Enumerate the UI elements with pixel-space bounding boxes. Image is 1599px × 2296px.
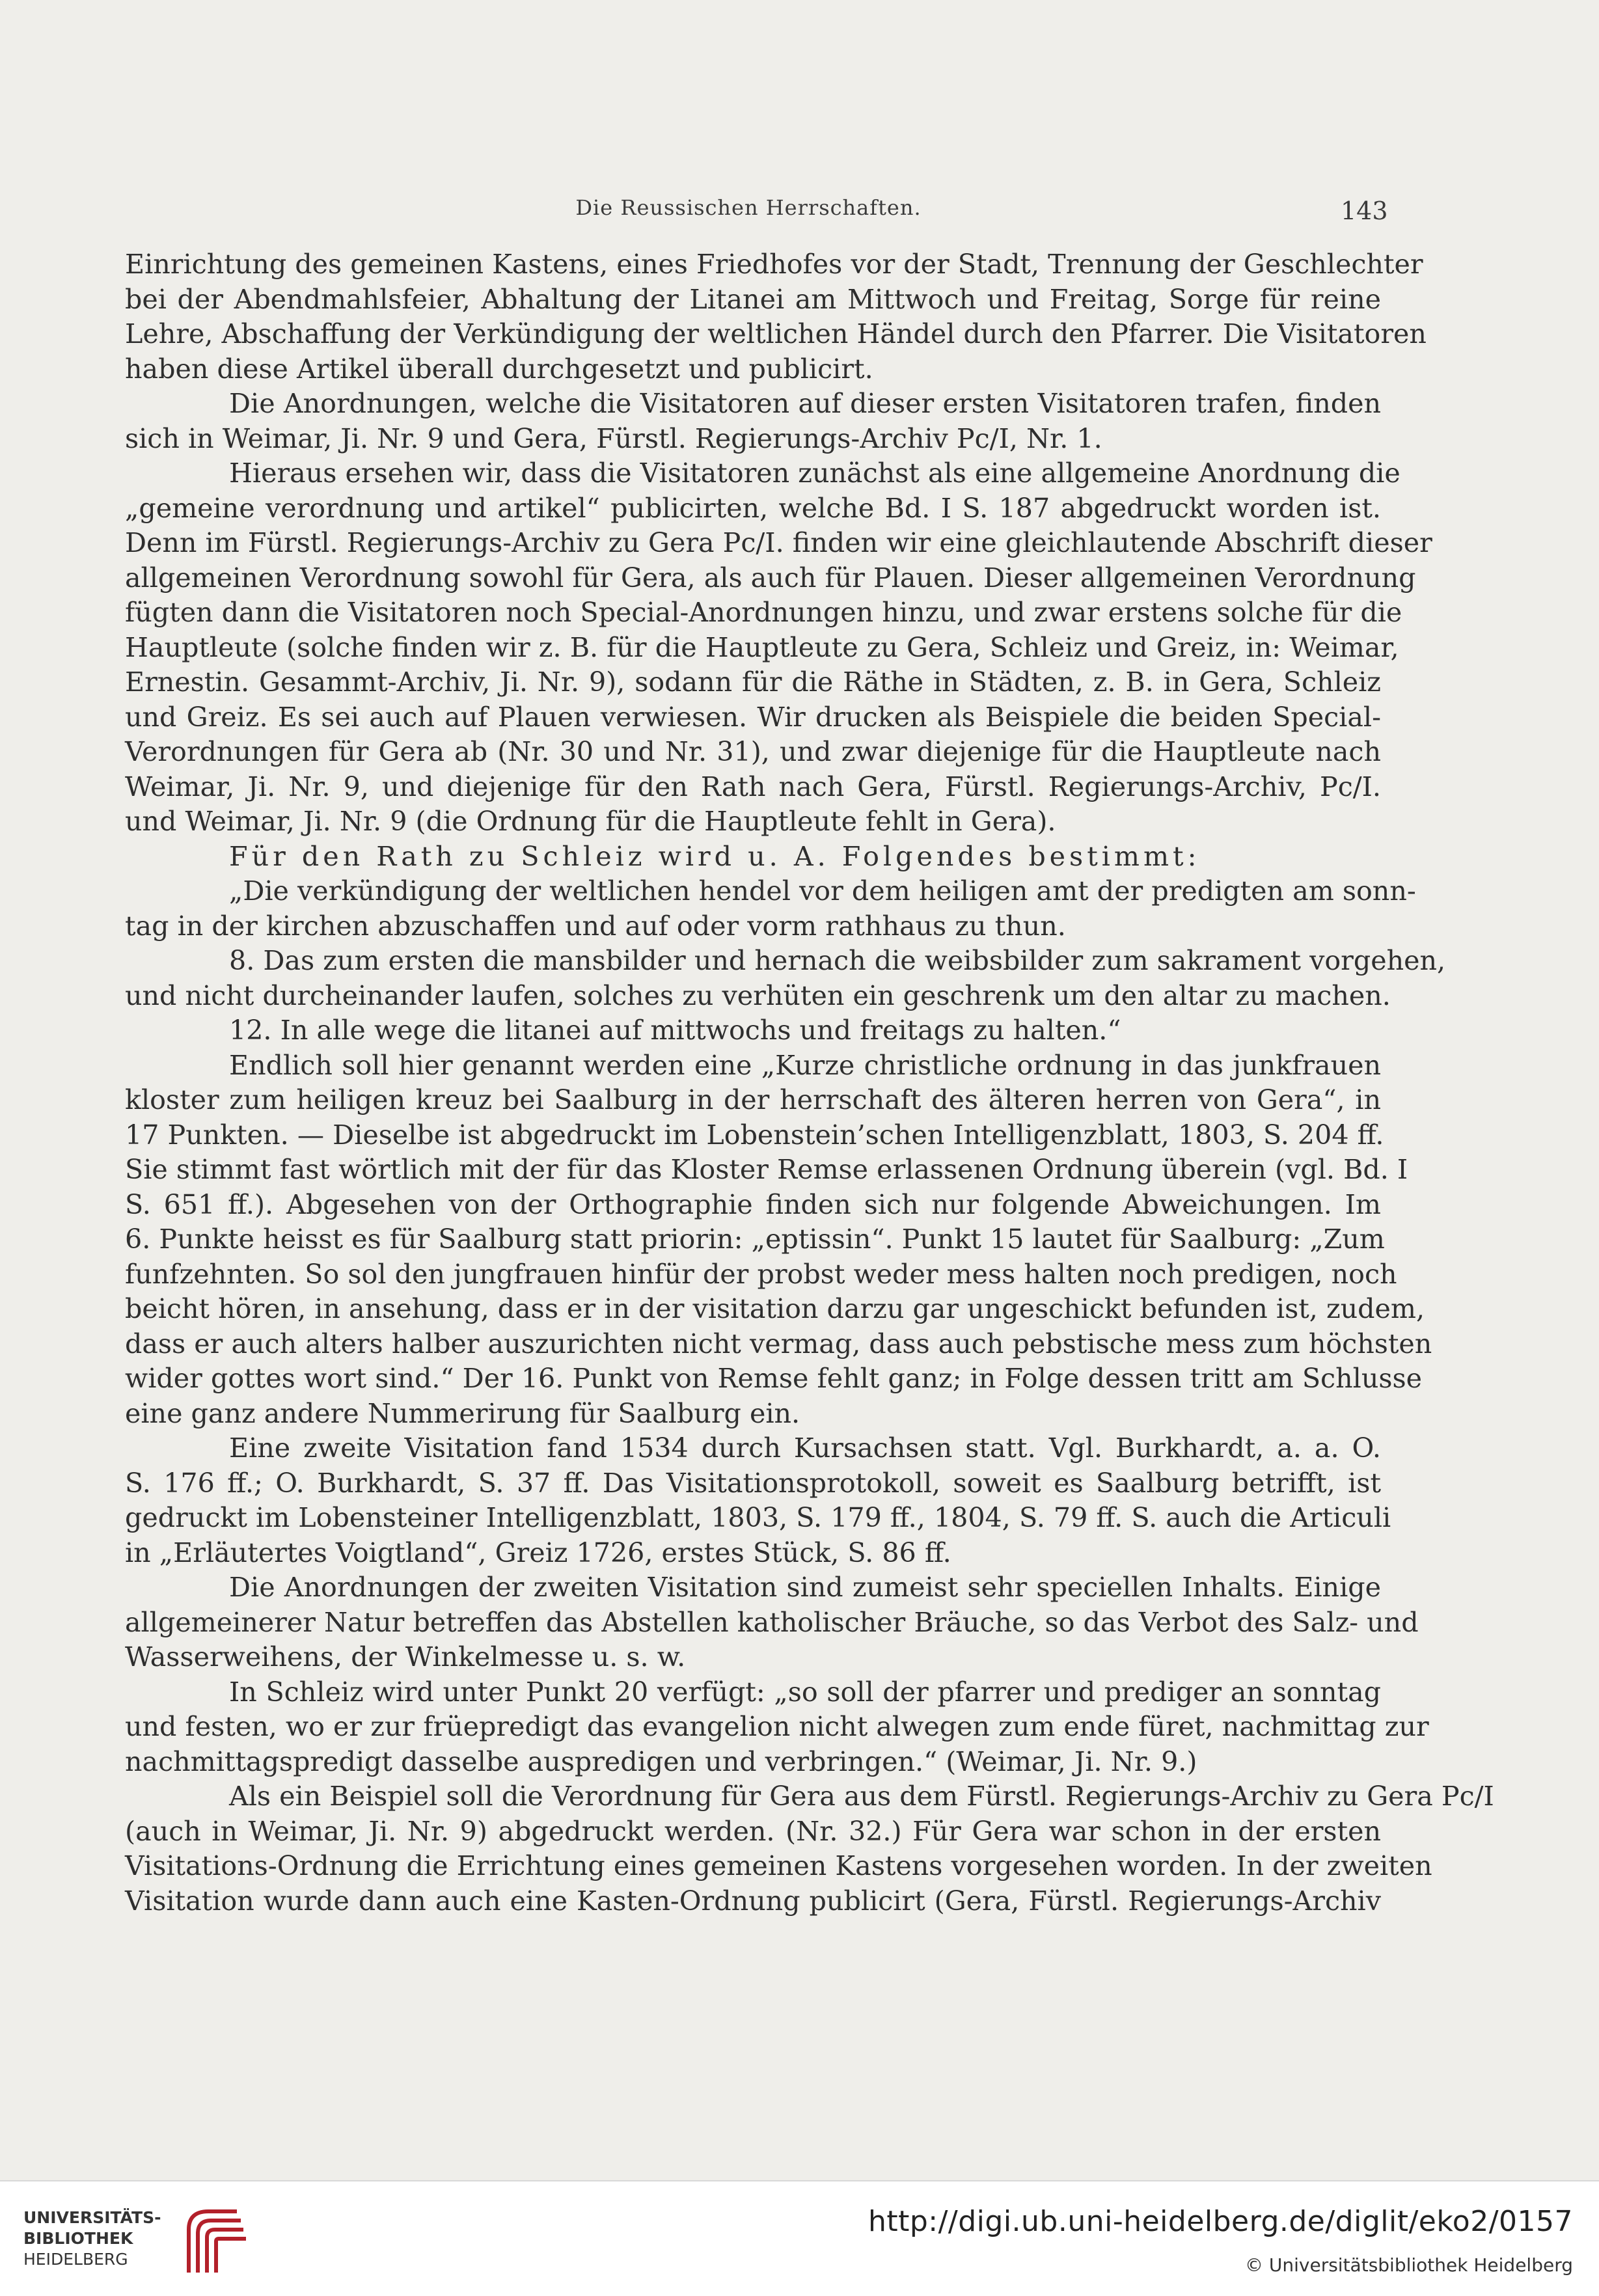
- text-line: 6. Punkte heisst es für Saalburg statt priorin: „eptissin“. Punkt 15 lautet für Saalburg: „Zum: [125, 1223, 1385, 1255]
- text-line: S. 651 ff.). Abgesehen von der Orthographie finden sich nur folgende Abweichungen. Im: [125, 1188, 1381, 1220]
- library-logo[interactable]: [23, 2207, 238, 2279]
- text-line: Ernestin. Gesammt-Archiv, Ji. Nr. 9), sodann für die Räthe in Städten, z. B. in Gera, Schleiz: [125, 666, 1381, 698]
- body-text: [125, 247, 1494, 1919]
- text-line: nachmittagspredigt dasselbe auspredigen und verbringen.“ (Weimar, Ji. Nr. 9.): [125, 1745, 1197, 1777]
- text-line: Visitations-Ordnung die Errichtung eines gemeinen Kastens vorgesehen worden. In der zweiten: [125, 1850, 1432, 1881]
- text-line: in „Erläutertes Voigtland“, Greiz 1726, erstes Stück, S. 86 ff.: [125, 1537, 951, 1568]
- text-line: Einrichtung des gemeinen Kastens, eines Friedhofes vor der Stadt, Trennung der Geschlechter: [125, 249, 1423, 280]
- text-line: Wasserweihens, der Winkelmesse u. s. w.: [125, 1641, 686, 1673]
- text-line: Sie stimmt fast wörtlich mit der für das Kloster Remse erlassenen Ordnung überein (vgl. Bd. I: [125, 1154, 1408, 1185]
- text-line: Lehre, Abschaffung der Verkündigung der weltlichen Händel durch den Pfarrer. Die Visitatoren: [125, 318, 1427, 349]
- text-line: 17 Punkten. — Dieselbe ist abgedruckt im Lobenstein’schen Intelligenzblatt, 1803, S. 204 ff.: [125, 1119, 1384, 1151]
- page-number: 143: [1341, 197, 1388, 225]
- text-line: und Greiz. Es sei auch auf Plauen verwiesen. Wir drucken als Beispiele die beiden Special-: [125, 701, 1381, 733]
- text-line: „gemeine verordnung und artikel“ publicirten, welche Bd. I S. 187 abgedruckt worden ist.: [125, 492, 1381, 524]
- text-line: dass er auch alters halber auszurichten nicht vermag, dass auch pebstische mess zum höchsten: [125, 1328, 1432, 1360]
- text-line: kloster zum heiligen kreuz bei Saalburg in der herrschaft des älteren herren von Gera“, in: [125, 1084, 1381, 1115]
- text-line: tag in der kirchen abzuschaffen und auf oder vorm rathhaus zu thun.: [125, 910, 1066, 942]
- permalink-url[interactable]: http://digi.ub.uni-heidelberg.de/diglit/eko2/0157: [868, 2205, 1573, 2238]
- copyright-notice: © Universitätsbibliothek Heidelberg: [1244, 2254, 1573, 2276]
- text-line: In Schleiz wird unter Punkt 20 verfügt: „so soll der pfarrer und prediger an sonntag: [229, 1676, 1381, 1708]
- text-line: Für den Rath zu Schleiz wird u. A. Folgendes bestimmt:: [229, 840, 1201, 872]
- text-line: S. 176 ff.; O. Burkhardt, S. 37 ff. Das Visitationsprotokoll, soweit es Saalburg betrifft, ist: [125, 1467, 1381, 1499]
- text-line: haben diese Artikel überall durchgesetzt und publicirt.: [125, 353, 873, 385]
- text-line: Hauptleute (solche finden wir z. B. für die Hauptleute zu Gera, Schleiz und Greiz, in: Weimar,: [125, 631, 1399, 663]
- logo-line-2: BIBLIOTHEK: [23, 2229, 133, 2248]
- logo-line-3: HEIDELBERG: [23, 2250, 128, 2269]
- text-line: und nicht durcheinander laufen, solches zu verhüten ein geschrenk um den altar zu machen.: [125, 979, 1391, 1011]
- text-line: Eine zweite Visitation fand 1534 durch Kursachsen statt. Vgl. Burkhardt, a. a. O.: [229, 1432, 1381, 1464]
- logo-wordmark: [23, 2207, 161, 2270]
- text-line: Als ein Beispiel soll die Verordnung für Gera aus dem Fürstl. Regierungs-Archiv zu Gera Pc/I: [229, 1781, 1494, 1812]
- text-line: Weimar, Ji. Nr. 9, und diejenige für den Rath nach Gera, Fürstl. Regierungs-Archiv, Pc/I.: [125, 771, 1381, 802]
- text-line: 12. In alle wege die litanei auf mittwochs und freitags zu halten.“: [229, 1015, 1121, 1046]
- text-line: 8. Das zum ersten die mansbilder und hernach die weibsbilder zum sakrament vorgehen,: [229, 945, 1446, 976]
- logo-line-1: UNIVERSITÄTS-: [23, 2208, 161, 2227]
- text-line: Die Anordnungen der zweiten Visitation sind zumeist sehr speciellen Inhalts. Einige: [229, 1572, 1381, 1603]
- running-head: Die Reussischen Herrschaften.: [575, 195, 922, 220]
- text-line: allgemeinen Verordnung sowohl für Gera, als auch für Plauen. Dieser allgemeinen Verordnung: [125, 562, 1416, 594]
- text-line: und festen, wo er zur früepredigt das evangelion nicht alwegen zum ende füret, nachmittag zur: [125, 1711, 1429, 1742]
- text-line: Verordnungen für Gera ab (Nr. 30 und Nr. 31), und zwar diejenige für die Hauptleute nach: [125, 736, 1381, 767]
- text-line: beicht hören, in ansehung, dass er in der visitation darzu gar ungeschickt befunden ist, zudem,: [125, 1293, 1425, 1324]
- text-line: Hieraus ersehen wir, dass die Visitatoren zunächst als eine allgemeine Anordnung die: [229, 458, 1401, 489]
- text-line: Endlich soll hier genannt werden eine „Kurze christliche ordnung in das junkfrauen: [229, 1049, 1381, 1081]
- text-line: und Weimar, Ji. Nr. 9 (die Ordnung für die Hauptleute fehlt in Gera).: [125, 806, 1056, 837]
- text-line: Denn im Fürstl. Regierungs-Archiv zu Gera Pc/I. finden wir eine gleichlautende Abschrift dieser: [125, 527, 1432, 558]
- library-footer: [0, 2180, 1599, 2296]
- text-line: (auch in Weimar, Ji. Nr. 9) abgedruckt werden. (Nr. 32.) Für Gera war schon in der ersten: [125, 1815, 1381, 1847]
- text-line: eine ganz andere Nummerirung für Saalburg ein.: [125, 1397, 800, 1429]
- text-line: wider gottes wort sind.“ Der 16. Punkt von Remse fehlt ganz; in Folge dessen tritt am Schlusse: [125, 1363, 1422, 1394]
- text-line: allgemeinerer Natur betreffen das Abstellen katholischer Bräuche, so das Verbot des Salz- und: [125, 1606, 1419, 1638]
- text-line: fügten dann die Visitatoren noch Special-Anordnungen hinzu, und zwar erstens solche für die: [125, 597, 1402, 628]
- text-line: „Die verkündigung der weltlichen hendel vor dem heiligen amt der predigten am sonn-: [229, 875, 1416, 907]
- text-line: Die Anordnungen, welche die Visitatoren auf dieser ersten Visitatoren trafen, finden: [229, 388, 1381, 419]
- text-line: sich in Weimar, Ji. Nr. 9 und Gera, Fürstl. Regierungs-Archiv Pc/I, Nr. 1.: [125, 422, 1102, 454]
- library-logo-icon: [178, 2207, 251, 2279]
- text-line: funfzehnten. So sol den jungfrauen hinfür der probst weder mess halten noch predigen, noch: [125, 1258, 1397, 1290]
- text-line: gedruckt im Lobensteiner Intelligenzblatt, 1803, S. 179 ff., 1804, S. 79 ff. S. auch die Articuli: [125, 1502, 1391, 1533]
- text-line: Visitation wurde dann auch eine Kasten-Ordnung publicirt (Gera, Fürstl. Regierungs-Archiv: [125, 1885, 1381, 1917]
- text-line: bei der Abendmahlsfeier, Abhaltung der Litanei am Mittwoch und Freitag, Sorge für reine: [125, 283, 1381, 315]
